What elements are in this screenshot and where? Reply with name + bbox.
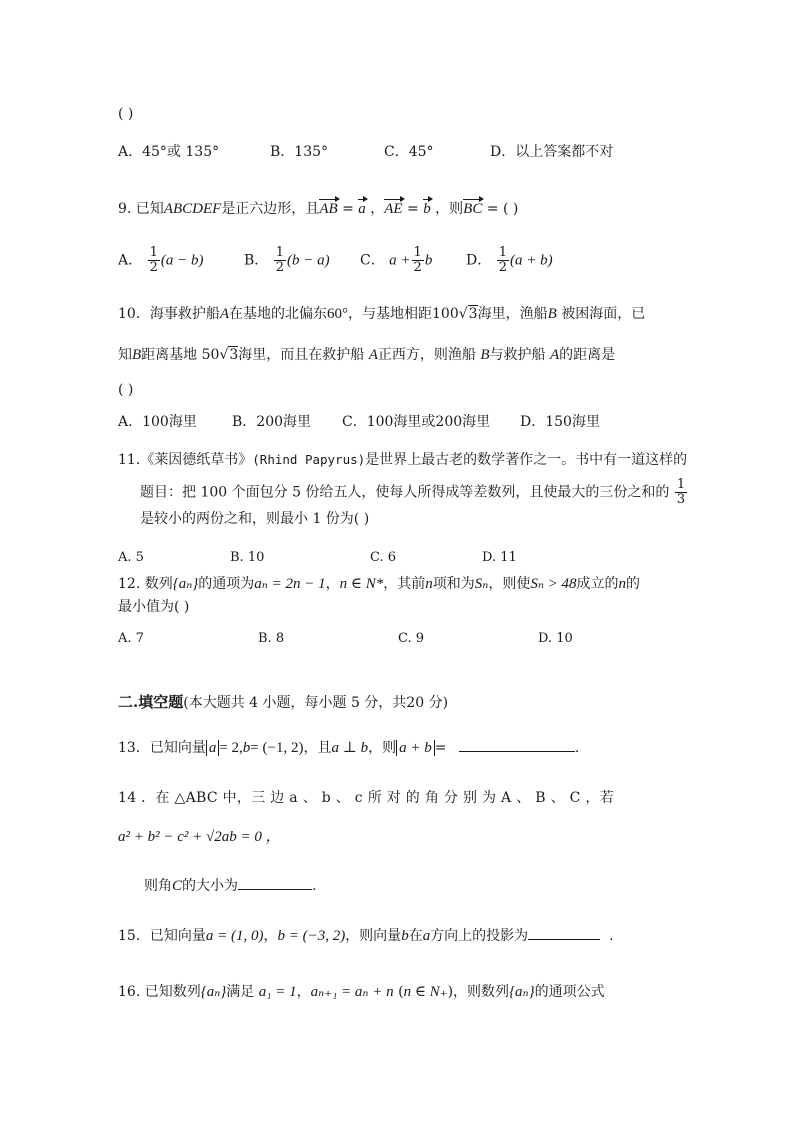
q8-option-b: B．135° xyxy=(270,144,329,160)
q9-option-a: A． $\frac{1}{2}$ (a − b) xyxy=(118,245,204,275)
vector-ab: AB xyxy=(319,201,338,217)
fraction-half: $\frac{1}{2}$ xyxy=(413,245,422,275)
q9-option-b: B． $\frac{1}{2}$ (b − a) xyxy=(244,245,330,275)
vector-a: a xyxy=(358,201,366,217)
q10-line-1: 10．海事救护船A在基地的北偏东60°，与基地相距100√3海里，渔船B 被困海面，已 xyxy=(118,306,646,322)
q12-option-d: D. 10 xyxy=(538,631,573,646)
q11-line-3: 是较小的两份之和，则最小 1 份为( ) xyxy=(140,511,370,527)
q9-question: 9. 已知ABCDEF是正六边形，且AB = a ，AE = b ，则BC = ( ) xyxy=(118,201,519,217)
section-2-heading xyxy=(118,692,448,713)
q15-answer-blank[interactable] xyxy=(528,925,600,940)
q15-question: 15．已知向量a = (1, 0)，b = (−3, 2)，则向量b在a方向上的投影为 . xyxy=(118,925,614,946)
q9-option-d: D． $\frac{1}{2}$ (a + b) xyxy=(466,245,553,275)
q9-shape: ABCDEF xyxy=(163,201,222,217)
vector-ae: AE xyxy=(384,201,403,217)
fraction-half: $\frac{1}{2}$ xyxy=(149,245,158,275)
fraction-half: $\frac{1}{2}$ xyxy=(275,245,285,275)
q12-option-b: B. 8 xyxy=(258,631,285,646)
q8-answer-paren: ( ) xyxy=(118,106,134,122)
q14-answer-blank[interactable] xyxy=(238,875,312,890)
q13-answer-blank[interactable] xyxy=(459,737,575,752)
q10-option-b: B．200海里 xyxy=(232,414,312,430)
abs-vector-a: a xyxy=(206,740,220,756)
section-2-title: 二.填空题 xyxy=(118,693,184,711)
q11-option-a: A. 5 xyxy=(118,550,144,565)
q11-option-b: B. 10 xyxy=(230,550,265,565)
q10-line-2: 知B距离基地 50√3海里，而且在救护船 A正西方，则渔船 B与救护船 A的距离是 xyxy=(118,347,616,363)
q10-option-c: C．100海里或200海里 xyxy=(342,414,491,430)
q8-option-d: D．以上答案都不对 xyxy=(490,144,614,160)
q11-option-c: C. 6 xyxy=(370,550,397,565)
q10-answer-paren: ( ) xyxy=(118,382,134,398)
fraction-half: $\frac{1}{2}$ xyxy=(498,245,507,275)
q9-option-c: C． a + $\frac{1}{2}$ b xyxy=(360,245,433,275)
q8-option-a: A．45°或 135° xyxy=(118,144,220,160)
section-2-note: (本大题共 4 小题，每小题 5 分，共20 分) xyxy=(183,695,449,711)
q9-number: 9. 已知 xyxy=(118,201,164,217)
q11-option-d: D. 11 xyxy=(482,550,517,565)
q12-option-a: A. 7 xyxy=(118,631,144,646)
q11-line-2: 题目：把 100 个面包分 5 份给五人，使每人所得成等差数列，且使最大的三份之和的 $\frac{1}{3}$ xyxy=(140,477,686,507)
q16-question: 16. 已知数列{aₙ}满足 a₁ = 1，aₙ₊₁ = aₙ + n (n ∈ N₊)，则数列{aₙ}的通项公式 xyxy=(118,984,605,1000)
vector-bc: BC xyxy=(463,201,483,217)
q14-line-3: 则角C的大小为 . xyxy=(144,875,316,896)
q10-option-a: A．100海里 xyxy=(118,414,197,430)
abs-vector-sum: a + b xyxy=(396,740,435,756)
q12-option-c: C. 9 xyxy=(398,631,425,646)
q14-line-1: 14 ．在 △ABC 中，三 边 a 、 b 、 c 所 对 的 角 分 别 为 A 、 B 、 C ，若 xyxy=(118,790,615,806)
q10-option-d: D．150海里 xyxy=(520,414,600,430)
fraction-third: $\frac{1}{3}$ xyxy=(676,477,686,507)
q14-line-2: a² + b² − c² + √2ab = 0 ， xyxy=(118,829,281,845)
vector-b: b xyxy=(423,201,431,217)
q12-line-2: 最小值为( ) xyxy=(118,599,190,615)
q13-question: 13．已知向量 a = 2,b= (−1, 2)，且a ⊥ b，则 a + b = . xyxy=(118,737,579,758)
q11-line-1: 11.《莱因德纸草书》(Rhind Papyrus)是世界上最古老的数学著作之一。书中有一道这样的 xyxy=(118,452,688,468)
q12-line-1: 12. 数列{aₙ}的通项为aₙ = 2n − 1，n ∈ N*，其前n项和为Sₙ，则使Sₙ > 48成立的n的 xyxy=(118,576,641,592)
q8-option-c: C．45° xyxy=(384,144,434,160)
